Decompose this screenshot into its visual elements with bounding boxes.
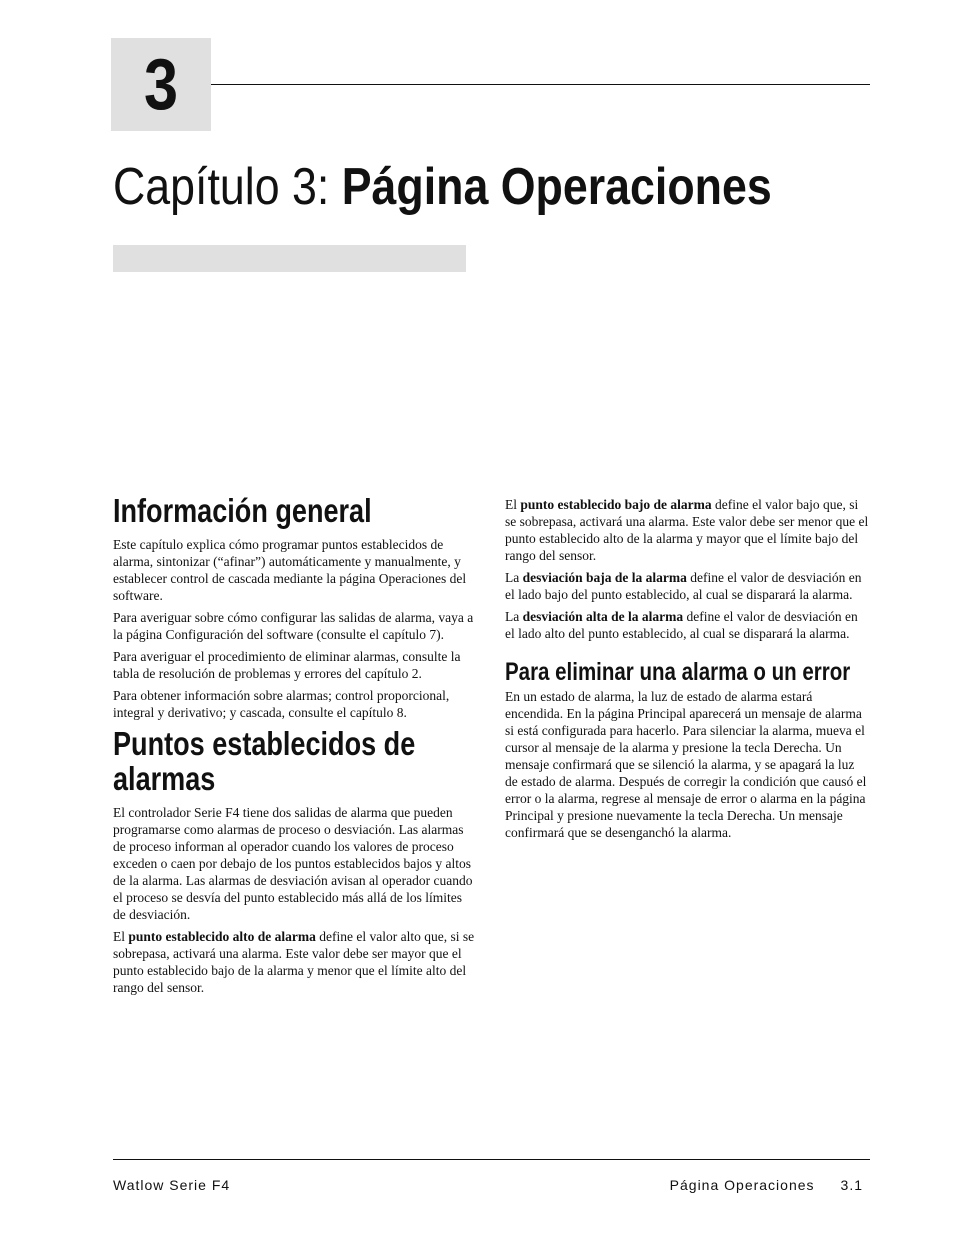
chapter-number: 3: [143, 45, 179, 125]
decorative-bar: [113, 245, 466, 272]
section-heading-alarm-setpoints: Puntos establecidos de alarmas: [113, 725, 416, 797]
page-number: 3.1: [840, 1177, 863, 1193]
chapter-title-bold: Página Operaciones: [341, 158, 772, 216]
paragraph-high-alarm: [113, 928, 478, 996]
paragraph: En un estado de alarma, la luz de estado de alarma estará encendida. En la página Principal aparecerá un mensaje de alarma si está configurada para hacerlo. Para silenciar la alarma, mueva el cursor al mensaje de la alarma y presione la tecla Derecha. Un mensaje confirmará que se silenció la alarma, y se apagará la luz de estado de alarma. Después de corregir la condición que causó el error o la alarma, regrese al mensaje de error o alarma en la página Principal y presione nuevamente la tecla Derecha. Un mensaje confirmará que se desenganchó la alarma.: [505, 689, 867, 840]
paragraph: Este capítulo explica cómo programar puntos establecidos de alarma, sintonizar (“afinar”) automáticamente y manualmente, y establecer control de cascada mediante la página Operaciones del software.: [113, 537, 467, 603]
paragraph-low-deviation: [505, 569, 870, 603]
section-heading-general: Información general: [113, 492, 372, 529]
subsection-heading-clear-alarm: Para eliminar una alarma o un error: [505, 658, 851, 686]
footer-rule: [113, 1159, 870, 1160]
paragraph-high-deviation: [505, 608, 870, 642]
text: define el valor de desviación en el lado alto del punto establecido, al cual se disparará la alarma.: [505, 609, 858, 641]
chapter-title: [113, 156, 772, 218]
text: El: [113, 929, 129, 944]
paragraph: Para obtener información sobre alarmas; control proporcional, integral y derivativo; y cascada, consulte el capítulo 8.: [113, 688, 450, 720]
footer-product: Watlow Serie F4: [113, 1177, 231, 1193]
text: define el valor bajo que, si se sobrepasa, activará una alarma. Este valor debe ser menor que el punto establecido alto de la alarma y mayor que el límite bajo del rango del sensor.: [505, 497, 869, 563]
left-column: [113, 493, 478, 1001]
text: El: [505, 497, 521, 512]
term: punto establecido bajo de alarma: [520, 497, 712, 512]
footer-section: Página Operaciones: [669, 1177, 815, 1193]
paragraph-low-alarm: [505, 496, 870, 564]
header-rule: [211, 84, 870, 85]
text: define el valor de desviación en el lado bajo del punto establecido, al cual se disparará la alarma.: [505, 570, 862, 602]
term: punto establecido alto de alarma: [128, 929, 316, 944]
paragraph: Para averiguar sobre cómo configurar las salidas de alarma, vaya a la página Configuración del software (consulte el capítulo 7).: [113, 610, 474, 642]
paragraph: El controlador Serie F4 tiene dos salidas de alarma que pueden programarse como alarmas de proceso o desviación. Las alarmas de proceso informan al operador cuando los valores de proceso exceden o caen por debajo de los puntos establecidos bajos y altos de la alarma. Las alarmas de desviación avisan al operador cuando el proceso se desvía del punto establecido más allá de los límites de desviación.: [113, 805, 473, 922]
text: La: [505, 570, 523, 585]
text: La: [505, 609, 523, 624]
text: define el valor alto que, si se sobrepasa, activará una alarma. Este valor debe ser mayor que el punto establecido bajo de la alarma y menor que el límite alto del rango del sensor.: [113, 929, 475, 995]
term: desviación alta de la alarma: [522, 609, 684, 624]
chapter-number-box: [111, 38, 211, 131]
right-column: [505, 496, 870, 846]
chapter-title-prefix: Capítulo 3:: [113, 158, 342, 216]
paragraph: Para averiguar el procedimiento de eliminar alarmas, consulte la tabla de resolución de problemas y errores del capítulo 2.: [113, 649, 461, 681]
term: desviación baja de la alarma: [522, 570, 687, 585]
footer-page-info: [670, 1177, 863, 1193]
